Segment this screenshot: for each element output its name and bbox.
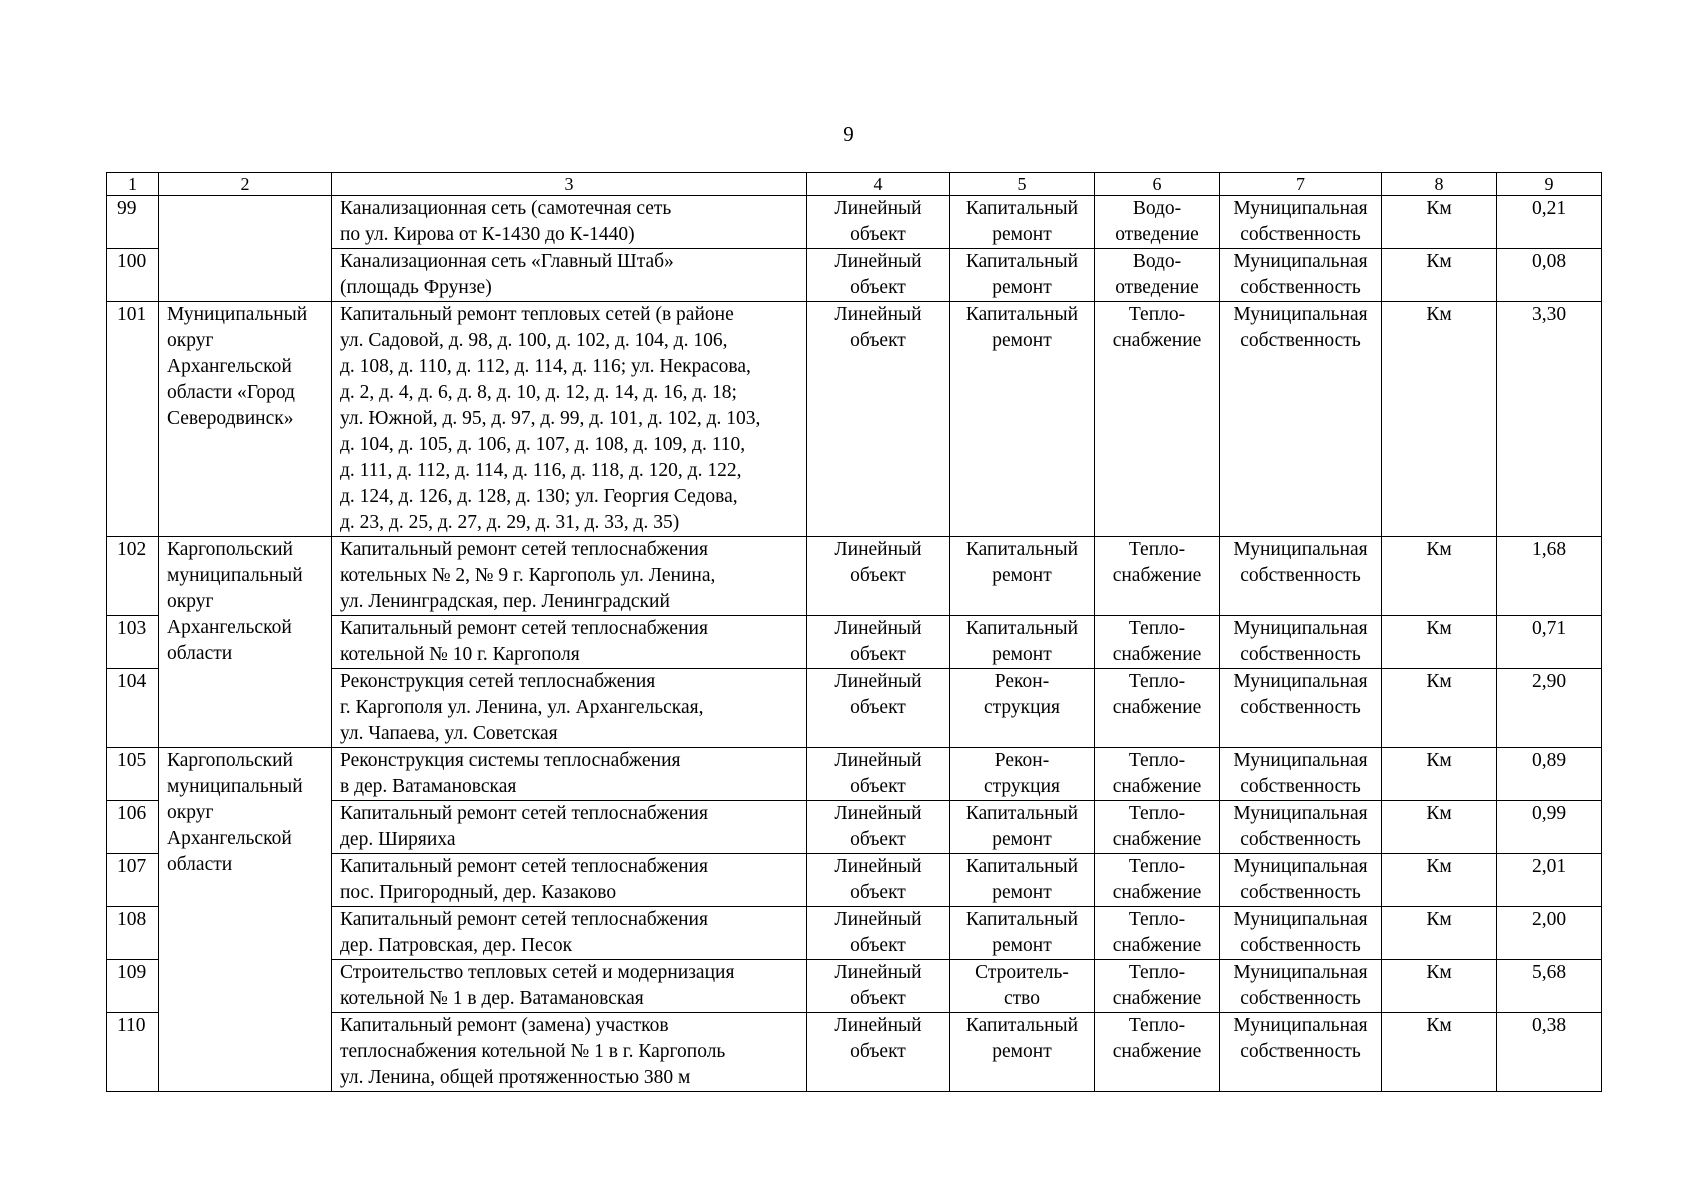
unit-cell-text: Км [1426,962,1452,983]
value-cell-text: 2,00 [1531,909,1567,930]
row-number-cell-text: 108 [117,909,147,930]
work-type-cell-text: Строитель- ство [975,962,1069,1009]
ownership-cell [1220,801,1382,854]
row-number-cell-text: 99 [117,198,137,219]
object-name-cell-text: Капитальный ремонт сетей теплоснабжения дер. Патровская, дер. Песок [340,909,708,956]
row-number-cell [107,960,159,1013]
table-row [107,907,1602,960]
page-number: 9 [843,122,854,146]
purpose-cell [1095,960,1220,1013]
work-type-cell-text: Капитальный ремонт [965,856,1079,903]
ownership-cell-text: Муниципальная собственность [1233,856,1368,903]
object-type-cell-text: Линейный объект [834,304,922,351]
object-type-cell [807,960,950,1013]
value-cell-text: 0,08 [1531,251,1567,272]
region-cell-text: Муниципальный округ Архангельской области «Город Северодвинск» [167,304,308,429]
purpose-cell [1095,907,1220,960]
object-type-cell [807,616,950,669]
object-name-cell [332,1013,807,1092]
object-name-cell-text: Строительство тепловых сетей и модернизация котельной № 1 в дер. Ватамановская [340,962,735,1009]
value-cell [1497,196,1602,249]
row-number-cell [107,854,159,907]
work-type-cell [950,801,1095,854]
object-type-cell [807,537,950,616]
object-name-cell [332,669,807,748]
row-number-cell-text: 101 [117,304,147,325]
value-cell [1497,801,1602,854]
table-row [107,196,1602,249]
object-type-cell-text: Линейный объект [834,251,922,298]
purpose-cell-text: Тепло- снабжение [1112,909,1202,956]
table-row [107,537,1602,616]
object-type-cell [807,249,950,302]
row-number-cell [107,196,159,249]
purpose-cell-text: Тепло- снабжение [1112,856,1202,903]
ownership-cell [1220,302,1382,537]
purpose-cell [1095,1013,1220,1092]
unit-cell-text: Км [1426,803,1452,824]
work-type-cell [950,249,1095,302]
value-cell [1497,907,1602,960]
row-number-cell-text: 104 [117,671,147,692]
object-type-cell-text: Линейный объект [834,198,922,245]
value-cell [1497,249,1602,302]
value-cell-text: 1,68 [1531,539,1567,560]
row-number-cell-text: 102 [117,539,147,560]
table-row [107,302,1602,537]
object-name-cell-text: Капитальный ремонт сетей теплоснабжения пос. Пригородный, дер. Казаково [340,856,708,903]
purpose-cell [1095,249,1220,302]
column-number-row [107,173,1602,196]
object-name-cell [332,854,807,907]
value-cell-text: 2,90 [1531,671,1567,692]
object-name-cell-text: Реконструкция системы теплоснабжения в дер. Ватамановская [340,750,681,797]
column-number: 9 [1497,173,1602,196]
object-name-cell [332,249,807,302]
unit-cell [1382,960,1497,1013]
ownership-cell-text: Муниципальная собственность [1233,198,1368,245]
object-name-cell [332,196,807,249]
row-number-cell [107,302,159,537]
object-name-cell [332,748,807,801]
unit-cell-text: Км [1426,671,1452,692]
row-number-cell-text: 110 [117,1015,146,1036]
unit-cell-text: Км [1426,750,1452,771]
unit-cell [1382,616,1497,669]
value-cell-text: 5,68 [1531,962,1567,983]
unit-cell [1382,801,1497,854]
unit-cell [1382,302,1497,537]
purpose-cell-text: Тепло- снабжение [1112,618,1202,665]
row-number-cell [107,249,159,302]
work-type-cell [950,616,1095,669]
work-type-cell [950,748,1095,801]
object-name-cell-text: Канализационная сеть (самотечная сеть по ул. Кирова от К-1430 до К-1440) [340,198,672,245]
ownership-cell-text: Муниципальная собственность [1233,1015,1368,1062]
table-row [107,669,1602,748]
work-type-cell [950,196,1095,249]
object-type-cell-text: Линейный объект [834,539,922,586]
ownership-cell-text: Муниципальная собственность [1233,909,1368,956]
ownership-cell [1220,537,1382,616]
row-number-cell [107,669,159,748]
row-number-cell-text: 105 [117,750,147,771]
purpose-cell [1095,748,1220,801]
object-name-cell [332,960,807,1013]
ownership-cell [1220,616,1382,669]
work-type-cell [950,907,1095,960]
column-number: 5 [950,173,1095,196]
ownership-cell [1220,907,1382,960]
column-number: 7 [1220,173,1382,196]
work-type-cell-text: Капитальный ремонт [965,304,1079,351]
work-type-cell [950,854,1095,907]
table-row [107,249,1602,302]
work-type-cell [950,960,1095,1013]
object-name-cell-text: Капитальный ремонт (замена) участков теплоснабжения котельной № 1 в г. Каргополь ул. Ленина, общей протяженностью 380 м [340,1015,726,1088]
column-number: 8 [1382,173,1497,196]
objects-table [106,172,1602,1092]
value-cell [1497,537,1602,616]
unit-cell-text: Км [1426,198,1452,219]
object-name-cell-text: Капитальный ремонт тепловых сетей (в районе ул. Садовой, д. 98, д. 100, д. 102, д. 104, д. 106, д. 108, д. 110, д. 112, д. 114, д. 116; ул. Некрасова, д. 2, д. 4, д. 6, д. 8, д. 10, д. 12, д. 14, д. 16, д. 18; ул. Южной, д. 95, д. 97, д. 99, д. 101, д. 102, д. 103, д. 104, д. 105, д. 106, д. 107, д. 108, д. 109, д. 110, д. 111, д. 112, д. 114, д. 116, д. 118, д. 120, д. 122, д. 124, д. 126, д. 128, д. 130; ул. Георгия Седова, д. 23, д. 25, д. 27, д. 29, д. 31, д. 33, д. 35) [340,304,761,533]
value-cell-text: 3,30 [1531,304,1567,325]
object-name-cell [332,801,807,854]
value-cell-text: 0,89 [1531,750,1567,771]
column-number: 6 [1095,173,1220,196]
unit-cell [1382,249,1497,302]
ownership-cell [1220,748,1382,801]
purpose-cell [1095,537,1220,616]
object-name-cell-text: Капитальный ремонт сетей теплоснабжения котельной № 10 г. Каргополя [340,618,708,665]
region-cell [159,196,332,302]
column-number: 4 [807,173,950,196]
ownership-cell-text: Муниципальная собственность [1233,750,1368,797]
purpose-cell [1095,196,1220,249]
unit-cell-text: Км [1426,1015,1452,1036]
row-number-cell-text: 103 [117,618,147,639]
unit-cell-text: Км [1426,539,1452,560]
object-name-cell [332,616,807,669]
unit-cell [1382,907,1497,960]
object-type-cell [807,907,950,960]
table-row [107,616,1602,669]
ownership-cell-text: Муниципальная собственность [1233,251,1368,298]
purpose-cell-text: Тепло- снабжение [1112,671,1202,718]
purpose-cell [1095,801,1220,854]
row-number-cell [107,1013,159,1092]
object-type-cell-text: Линейный объект [834,856,922,903]
column-number: 1 [107,173,159,196]
table-row [107,748,1602,801]
ownership-cell-text: Муниципальная собственность [1233,962,1368,1009]
work-type-cell [950,669,1095,748]
region-cell-text: Каргопольский муниципальный округ Архангельской области [167,539,303,664]
unit-cell [1382,1013,1497,1092]
value-cell-text: 2,01 [1531,856,1567,877]
row-number-cell-text: 107 [117,856,147,877]
object-type-cell [807,801,950,854]
object-type-cell-text: Линейный объект [834,962,922,1009]
unit-cell-text: Км [1426,251,1452,272]
work-type-cell-text: Капитальный ремонт [965,909,1079,956]
purpose-cell-text: Водо- отведение [1115,251,1199,298]
row-number-cell [107,616,159,669]
purpose-cell-text: Тепло- снабжение [1112,304,1202,351]
ownership-cell [1220,669,1382,748]
purpose-cell-text: Тепло- снабжение [1112,539,1202,586]
unit-cell-text: Км [1426,909,1452,930]
value-cell [1497,302,1602,537]
work-type-cell-text: Капитальный ремонт [965,251,1079,298]
region-cell [159,537,332,748]
object-name-cell [332,302,807,537]
object-type-cell-text: Линейный объект [834,671,922,718]
value-cell [1497,669,1602,748]
unit-cell-text: Км [1426,304,1452,325]
ownership-cell-text: Муниципальная собственность [1233,618,1368,665]
unit-cell [1382,196,1497,249]
unit-cell [1382,854,1497,907]
region-cell-text: Каргопольский муниципальный округ Архангельской области [167,750,303,875]
column-number: 3 [332,173,807,196]
object-type-cell [807,669,950,748]
work-type-cell-text: Рекон- струкция [984,750,1060,797]
object-name-cell-text: Реконструкция сетей теплоснабжения г. Каргополя ул. Ленина, ул. Архангельская, ул. Чапаева, ул. Советская [340,671,704,744]
value-cell-text: 0,71 [1531,618,1567,639]
unit-cell [1382,669,1497,748]
ownership-cell-text: Муниципальная собственность [1233,671,1368,718]
work-type-cell-text: Капитальный ремонт [965,1015,1079,1062]
object-type-cell-text: Линейный объект [834,750,922,797]
purpose-cell [1095,616,1220,669]
table-row [107,960,1602,1013]
object-name-cell [332,907,807,960]
ownership-cell-text: Муниципальная собственность [1233,803,1368,850]
object-type-cell [807,1013,950,1092]
table-row [107,1013,1602,1092]
object-name-cell-text: Канализационная сеть «Главный Штаб» (площадь Фрунзе) [340,251,674,298]
unit-cell-text: Км [1426,856,1452,877]
ownership-cell-text: Муниципальная собственность [1233,304,1368,351]
object-type-cell [807,302,950,537]
object-type-cell-text: Линейный объект [834,803,922,850]
ownership-cell [1220,854,1382,907]
value-cell-text: 0,21 [1531,198,1567,219]
purpose-cell-text: Тепло- снабжение [1112,962,1202,1009]
value-cell [1497,1013,1602,1092]
row-number-cell-text: 109 [117,962,147,983]
object-type-cell-text: Линейный объект [834,618,922,665]
purpose-cell-text: Тепло- снабжение [1112,1015,1202,1062]
object-name-cell-text: Капитальный ремонт сетей теплоснабжения дер. Ширяиха [340,803,708,850]
object-type-cell-text: Линейный объект [834,1015,922,1062]
object-type-cell [807,196,950,249]
column-number: 2 [159,173,332,196]
work-type-cell [950,1013,1095,1092]
region-cell [159,748,332,1092]
object-type-cell [807,748,950,801]
object-name-cell [332,537,807,616]
value-cell [1497,616,1602,669]
work-type-cell [950,537,1095,616]
row-number-cell-text: 106 [117,803,147,824]
work-type-cell-text: Капитальный ремонт [965,198,1079,245]
purpose-cell-text: Водо- отведение [1115,198,1199,245]
work-type-cell-text: Рекон- струкция [984,671,1060,718]
object-type-cell-text: Линейный объект [834,909,922,956]
work-type-cell-text: Капитальный ремонт [965,618,1079,665]
row-number-cell-text: 100 [117,251,147,272]
purpose-cell [1095,669,1220,748]
table-row [107,854,1602,907]
work-type-cell [950,302,1095,537]
table-row [107,801,1602,854]
object-name-cell-text: Капитальный ремонт сетей теплоснабжения котельных № 2, № 9 г. Каргополь ул. Ленина, ул. Ленинградская, пер. Ленинградский [340,539,716,612]
purpose-cell [1095,854,1220,907]
row-number-cell [107,537,159,616]
ownership-cell [1220,1013,1382,1092]
unit-cell [1382,537,1497,616]
ownership-cell [1220,249,1382,302]
value-cell [1497,960,1602,1013]
region-cell [159,302,332,537]
purpose-cell [1095,302,1220,537]
value-cell-text: 0,99 [1531,803,1567,824]
row-number-cell [107,907,159,960]
unit-cell [1382,748,1497,801]
value-cell-text: 0,38 [1531,1015,1567,1036]
ownership-cell [1220,960,1382,1013]
row-number-cell [107,801,159,854]
work-type-cell-text: Капитальный ремонт [965,803,1079,850]
work-type-cell-text: Капитальный ремонт [965,539,1079,586]
purpose-cell-text: Тепло- снабжение [1112,803,1202,850]
row-number-cell [107,748,159,801]
ownership-cell [1220,196,1382,249]
value-cell [1497,748,1602,801]
object-type-cell [807,854,950,907]
value-cell [1497,854,1602,907]
unit-cell-text: Км [1426,618,1452,639]
purpose-cell-text: Тепло- снабжение [1112,750,1202,797]
ownership-cell-text: Муниципальная собственность [1233,539,1368,586]
